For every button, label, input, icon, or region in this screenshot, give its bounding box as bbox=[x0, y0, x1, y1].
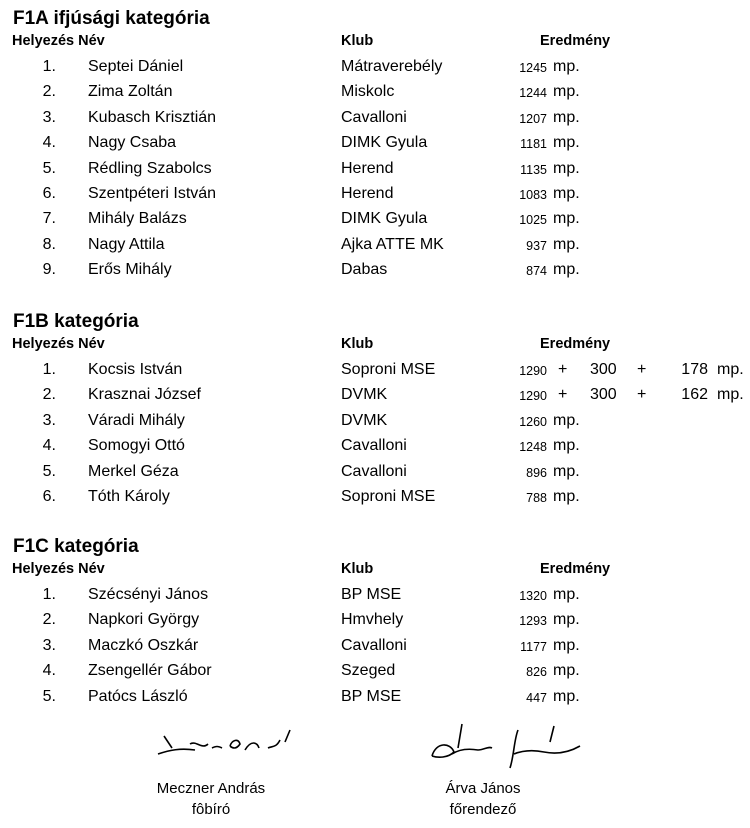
competitor-name: Zsengellér Gábor bbox=[88, 662, 212, 680]
bonus-score: 300 bbox=[590, 386, 617, 404]
category-title: F1B kategória bbox=[13, 311, 139, 332]
rank: 7. bbox=[42, 210, 56, 228]
rank: 2. bbox=[42, 386, 56, 404]
club-name: Hmvhely bbox=[341, 611, 404, 629]
competitor-name: Szentpéteri István bbox=[88, 185, 217, 202]
club-name: DIMK Gyula bbox=[341, 134, 428, 152]
result-score: 937 bbox=[526, 238, 547, 253]
competitor-name: Patócs László bbox=[88, 687, 188, 705]
rank: 5. bbox=[42, 687, 56, 705]
unit-label: mp. bbox=[553, 488, 580, 505]
unit-label: mp. bbox=[553, 462, 580, 480]
rank: 3. bbox=[42, 108, 56, 126]
result-row bbox=[0, 586, 750, 611]
rank: 4. bbox=[42, 662, 56, 680]
result-score: 1260 bbox=[519, 414, 547, 429]
result-row bbox=[0, 58, 750, 83]
rank: 2. bbox=[42, 83, 56, 101]
category-title: F1A ifjúsági kategória bbox=[13, 8, 210, 29]
result-row bbox=[0, 412, 750, 437]
result-row bbox=[0, 185, 750, 210]
unit-label: mp. bbox=[553, 687, 580, 705]
result-score: 896 bbox=[526, 465, 547, 480]
club-name: Mátraverebély bbox=[341, 58, 443, 75]
club-name: BP MSE bbox=[341, 586, 402, 603]
club-name: Szeged bbox=[341, 662, 396, 680]
competitor-name: Rédling Szabolcs bbox=[88, 159, 212, 177]
result-score: 447 bbox=[526, 690, 547, 705]
result-row bbox=[0, 134, 750, 159]
result-row bbox=[0, 386, 750, 411]
rank: 4. bbox=[42, 437, 56, 455]
bonus-score: 300 bbox=[590, 361, 617, 378]
header-result: Eredmény bbox=[540, 33, 611, 49]
signatory-role: fôbíró bbox=[191, 801, 231, 818]
header-position-name: Helyezés Név bbox=[12, 33, 105, 49]
signature-block-chief-judge bbox=[128, 780, 294, 818]
result-row bbox=[0, 437, 750, 462]
unit-label: mp. bbox=[553, 611, 580, 629]
result-score: 1244 bbox=[519, 86, 547, 101]
result-score: 1207 bbox=[519, 111, 547, 126]
unit-label: mp. bbox=[553, 159, 580, 177]
competitor-name: Erős Mihály bbox=[88, 261, 172, 279]
unit-label: mp. bbox=[553, 83, 580, 101]
header-position-name: Helyezés Név bbox=[12, 561, 105, 577]
result-row bbox=[0, 488, 750, 513]
unit-label: mp. bbox=[717, 361, 744, 378]
unit-label: mp. bbox=[553, 662, 580, 680]
signatory-name: Árva János bbox=[445, 780, 521, 797]
category-title: F1C kategória bbox=[13, 536, 139, 557]
rank: 5. bbox=[42, 159, 56, 177]
unit-label: mp. bbox=[553, 58, 580, 75]
competitor-name: Maczkó Oszkár bbox=[88, 636, 199, 654]
result-row bbox=[0, 637, 750, 662]
unit-label: mp. bbox=[553, 108, 580, 126]
result-score: 1083 bbox=[519, 188, 547, 202]
competitor-name: Nagy Csaba bbox=[88, 134, 177, 152]
competitor-name: Kubasch Krisztián bbox=[88, 108, 217, 126]
result-row bbox=[0, 463, 750, 488]
club-name: Cavalloni bbox=[341, 437, 407, 455]
plus-sign: + bbox=[558, 386, 568, 404]
unit-label: mp. bbox=[553, 134, 580, 152]
plus-sign: + bbox=[637, 386, 647, 404]
club-name: Cavalloni bbox=[341, 636, 407, 654]
result-row bbox=[0, 210, 750, 235]
result-row bbox=[0, 611, 750, 636]
header-club: Klub bbox=[341, 336, 374, 352]
club-name: Dabas bbox=[341, 261, 388, 279]
header-club: Klub bbox=[341, 561, 374, 577]
competitor-name: Váradi Mihály bbox=[88, 411, 185, 429]
signature-meczner bbox=[150, 726, 300, 771]
unit-label: mp. bbox=[553, 411, 580, 429]
result-score: 874 bbox=[526, 264, 547, 279]
competitor-name: Zima Zoltán bbox=[88, 83, 173, 101]
club-name: Soproni MSE bbox=[341, 488, 436, 505]
competitor-name: Napkori György bbox=[88, 611, 200, 629]
result-score: 1290 bbox=[519, 389, 547, 404]
header-position-name: Helyezés Név bbox=[12, 336, 105, 352]
rank: 6. bbox=[42, 185, 56, 202]
unit-label: mp. bbox=[717, 386, 744, 404]
result-row bbox=[0, 361, 750, 386]
unit-label: mp. bbox=[553, 261, 580, 279]
club-name: DIMK Gyula bbox=[341, 210, 428, 228]
rank: 5. bbox=[42, 462, 56, 480]
club-name: Soproni MSE bbox=[341, 361, 436, 378]
signatory-name: Meczner András bbox=[156, 780, 266, 797]
competitor-name: Somogyi Ottó bbox=[88, 437, 185, 455]
rank: 1. bbox=[42, 586, 56, 603]
result-score: 1025 bbox=[519, 213, 547, 228]
rank: 6. bbox=[42, 488, 56, 505]
plus-sign: + bbox=[637, 361, 647, 378]
unit-label: mp. bbox=[553, 235, 580, 253]
competitor-name: Krasznai József bbox=[88, 386, 201, 404]
unit-label: mp. bbox=[553, 185, 580, 202]
result-row bbox=[0, 83, 750, 108]
flyoff-score: 162 bbox=[681, 386, 708, 404]
result-row bbox=[0, 688, 750, 713]
result-row bbox=[0, 160, 750, 185]
header-club: Klub bbox=[341, 33, 374, 49]
club-name: DVMK bbox=[341, 411, 388, 429]
competitor-name: Tóth Károly bbox=[88, 488, 170, 505]
competitor-name: Septei Dániel bbox=[88, 58, 184, 75]
plus-sign: + bbox=[558, 361, 568, 378]
rank: 1. bbox=[42, 361, 56, 378]
club-name: BP MSE bbox=[341, 687, 402, 705]
competitor-name: Nagy Attila bbox=[88, 235, 165, 253]
result-row bbox=[0, 236, 750, 261]
result-score: 1248 bbox=[519, 440, 547, 455]
rank: 3. bbox=[42, 411, 56, 429]
signature-arva bbox=[422, 720, 592, 772]
club-name: Ajka ATTE MK bbox=[341, 235, 444, 253]
signature-block-organizer bbox=[400, 780, 566, 818]
result-score: 1177 bbox=[520, 639, 547, 654]
result-score: 826 bbox=[526, 665, 547, 680]
club-name: Miskolc bbox=[341, 83, 395, 101]
header-result: Eredmény bbox=[540, 336, 611, 352]
rank: 4. bbox=[42, 134, 56, 152]
competitor-name: Szécsényi János bbox=[88, 586, 209, 603]
result-score: 1135 bbox=[520, 162, 547, 177]
flyoff-score: 178 bbox=[681, 361, 708, 378]
unit-label: mp. bbox=[553, 586, 580, 603]
result-score: 788 bbox=[526, 491, 547, 505]
result-score: 1181 bbox=[520, 137, 547, 152]
competitor-name: Merkel Géza bbox=[88, 462, 179, 480]
rank: 2. bbox=[42, 611, 56, 629]
club-name: Herend bbox=[341, 159, 394, 177]
rank: 8. bbox=[42, 235, 56, 253]
competitor-name: Mihály Balázs bbox=[88, 210, 187, 228]
header-result: Eredmény bbox=[540, 561, 611, 577]
result-row bbox=[0, 261, 750, 286]
unit-label: mp. bbox=[553, 636, 580, 654]
club-name: DVMK bbox=[341, 386, 388, 404]
result-row bbox=[0, 109, 750, 134]
unit-label: mp. bbox=[553, 437, 580, 455]
club-name: Cavalloni bbox=[341, 108, 407, 126]
result-score: 1293 bbox=[519, 614, 547, 629]
result-score: 1320 bbox=[519, 589, 547, 603]
signatory-role: főrendező bbox=[449, 801, 517, 818]
club-name: Cavalloni bbox=[341, 462, 407, 480]
result-score: 1245 bbox=[519, 61, 547, 75]
club-name: Herend bbox=[341, 185, 394, 202]
competitor-name: Kocsis István bbox=[88, 361, 183, 378]
rank: 1. bbox=[42, 58, 56, 75]
result-score: 1290 bbox=[519, 364, 547, 378]
rank: 3. bbox=[42, 636, 56, 654]
result-row bbox=[0, 662, 750, 687]
unit-label: mp. bbox=[553, 210, 580, 228]
rank: 9. bbox=[42, 261, 56, 279]
